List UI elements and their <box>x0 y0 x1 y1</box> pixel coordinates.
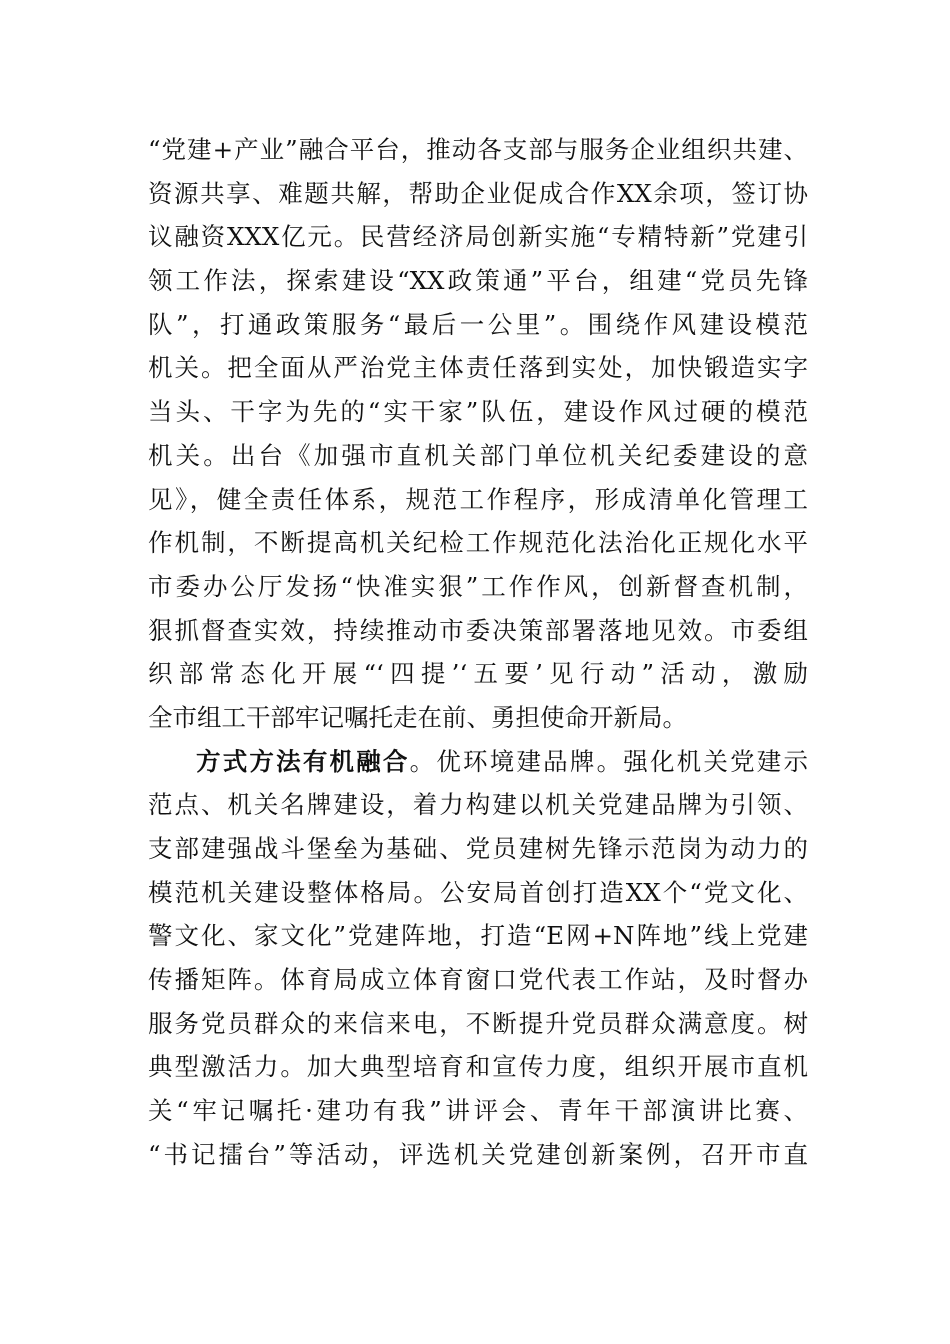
text-line: “书记擂台”等活动，评选机关党建创新案例，召开市直 <box>148 1139 808 1169</box>
text-line: 领工作法，探索建设“XX政策通”平台，组建“党员先锋 <box>148 266 808 296</box>
text-line: 关“牢记嘱托·建功有我”讲评会、青年干部演讲比赛、 <box>148 1096 808 1126</box>
text-line: 议融资XXX亿元。民营经济局创新实施“专精特新”党建引 <box>148 222 808 252</box>
section-heading: 方式方法有机融合 <box>196 746 410 776</box>
text-line: 警文化、家文化”党建阵地，打造“E网+N阵地”线上党建 <box>148 921 808 951</box>
text-line-first <box>148 740 808 784</box>
text-line: 见》，健全责任体系，规范工作程序，形成清单化管理工 <box>148 484 808 514</box>
text-line: 模范机关建设整体格局。公安局首创打造XX个“党文化、 <box>148 877 808 907</box>
text-line: 资源共享、难题共解，帮助企业促成合作XX余项，签订协 <box>148 178 808 208</box>
text-line: 典型激活力。加大典型培育和宣传力度，组织开展市直机 <box>148 1052 808 1082</box>
document-body <box>148 128 808 1177</box>
text-line: 织部常态化开展“‘四提’‘五要’见行动”活动，激励 <box>148 659 808 689</box>
text-line: 队”，打通政策服务“最后一公里”。围绕作风建设模范 <box>148 309 808 339</box>
paragraph-1 <box>148 128 808 740</box>
text-line: 范点、机关名牌建设，着力构建以机关党建品牌为引领、 <box>148 790 808 820</box>
text-line: 全市组工干部牢记嘱托走在前、勇担使命开新局。 <box>148 702 687 732</box>
text-line: 作机制，不断提高机关纪检工作规范化法治化正规化水平 <box>148 528 808 558</box>
text-line: 机关。出台《加强市直机关部门单位机关纪委建设的意 <box>148 440 808 470</box>
text-line: 狠抓督查实效，持续推动市委决策部署落地见效。市委组 <box>148 615 808 645</box>
text-line: 支部建强战斗堡垒为基础、党员建树先锋示范岗为动力的 <box>148 834 808 863</box>
text-run: 。优环境建品牌。强化机关党建示 <box>409 746 809 776</box>
text-line: 服务党员群众的来信来电，不断提升党员群众满意度。树 <box>148 1008 808 1038</box>
text-line: 当头、干字为先的“实干家”队伍，建设作风过硬的模范 <box>148 397 808 427</box>
text-line: 传播矩阵。体育局成立体育窗口党代表工作站，及时督办 <box>148 965 808 995</box>
paragraph-2 <box>148 740 808 1177</box>
text-line: 机关。把全面从严治党主体责任落到实处，加快锻造实字 <box>148 353 808 383</box>
text-line: 市委办公厅发扬“快准实狠”工作作风，创新督查机制， <box>148 571 808 601</box>
text-line: “党建+产业”融合平台，推动各支部与服务企业组织共建、 <box>148 135 808 164</box>
